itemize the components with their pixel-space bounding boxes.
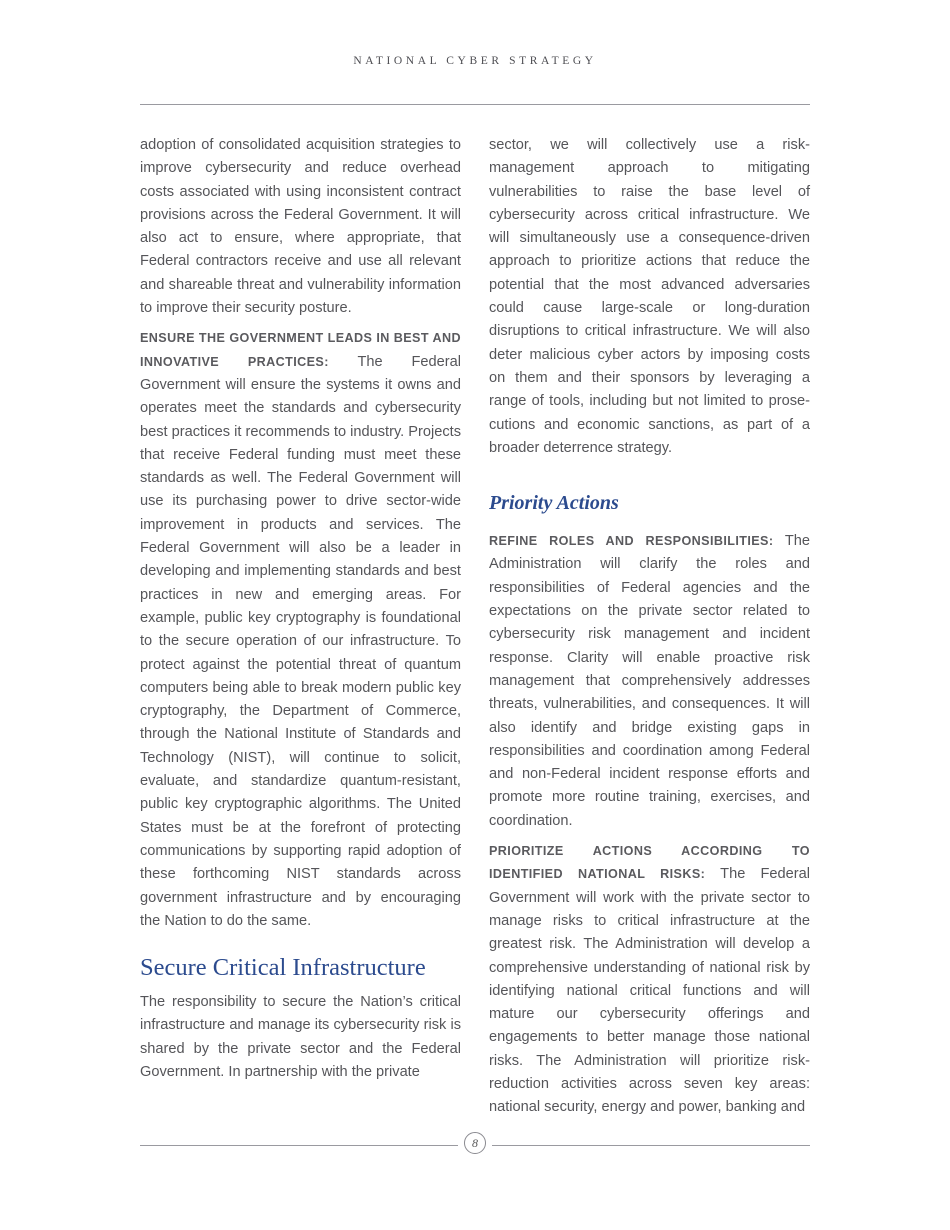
- paragraph-lead-in: ENSURE THE GOVERNMENT LEADS IN BEST AND INNOVATIVE PRACTICES:: [140, 331, 461, 369]
- header-rule: [140, 104, 810, 105]
- paragraph: The responsibility to secure the Nation’s critical infrastructure and manage its cybersecurity risk is shared by the private sector and the Federal Government. In partnership with the private: [140, 994, 461, 1080]
- paragraph-body: The Federal Government will work with the private sector to manage risks to critical infrastructure at the greatest risk. The Administration will develop a comprehensive understanding of national risk by identifying national critical functions and will mature our cybersecurity offerings and engagements to better manage those national risks. The Administration will prioritize risk-reduction activities across seven key areas: national security, energy and power, banking and: [489, 866, 810, 1116]
- subsection-heading: Priority Actions: [489, 492, 619, 515]
- paragraph: adoption of consolidated acquisition strategies to improve cybersecurity and reduce overhead costs associated with using inconsistent contract provisions across the Federal Government. It will also act to ensure, where appropriate, that Federal contractors receive and use all relevant and shareable threat and vulnerability information to improve their security posture.: [140, 137, 461, 317]
- running-header: NATIONAL CYBER STRATEGY: [353, 55, 597, 67]
- paragraph-body: The Federal Government will ensure the systems it owns and operates meet the standards and cybersecurity best practices it recommends to industry. Projects that receive Federal funding must meet these standards as well. The Federal Government will use its purchasing power to drive sector-wide improvement in products and services. The Federal Government will also be a leader in developing and implementing standards and best practices in new and emerging areas. For example, public key cryptography is foundational to the secure operation of our infrastructure. To protect against the potential threat of quantum computers being able to break modern public key cryptography, the Department of Commerce, through the National Institute of Standards and Technology (NIST), will continue to solicit, evaluate, and standardize quantum-resistant, public key cryptographic algorithms. The United States must be at the forefront of protecting communications by supporting rapid adoption of these forthcoming NIST standards across government infrastructure and by encouraging the Nation to do the same.: [140, 353, 462, 929]
- right-column: [489, 134, 810, 1127]
- section-heading: Secure Critical Infrastructure: [140, 954, 426, 982]
- paragraph-body: The Administration will clarify the roles and responsibilities of Federal agencies and the expectations on the private sector related to cybersecurity risk management and incident response. Clarity will enable proactive risk management that comprehensively addresses threats, vulnerabilities, and consequences. It will also identify and bridge existing gaps in responsibilities and coordination among Federal and non-Federal incident response efforts and promote more routine training, exercises, and coordination.: [489, 533, 810, 829]
- paragraph: sector, we will collectively use a risk-management approach to mitigating vulnerabilities to raise the base level of cybersecurity across critical infrastructure. We will simultaneously use a consequence-driven approach to prioritize actions that reduce the potential that the most advanced adversaries could cause large-scale or long-duration disruptions to critical infrastructure. We will also deter malicious cyber actors by imposing costs on them and their sponsors by leveraging a range of tools, including but not limited to prosecutions and economic sanctions, as part of a broader deterrence strategy.: [489, 137, 810, 456]
- footer-rule-left: [140, 1145, 458, 1146]
- paragraph: [140, 327, 461, 933]
- paragraph: [489, 840, 810, 1120]
- paragraph-lead-in: REFINE ROLES AND RESPONSIBILITIES:: [489, 534, 774, 549]
- paragraph-lead-in: PRIORITIZE ACTIONS ACCORDING TO IDENTIFIED NATIONAL RISKS:: [489, 844, 810, 882]
- left-column: [140, 134, 461, 1091]
- page-number: 8: [464, 1132, 486, 1154]
- paragraph: [489, 530, 810, 833]
- footer-rule-right: [492, 1145, 810, 1146]
